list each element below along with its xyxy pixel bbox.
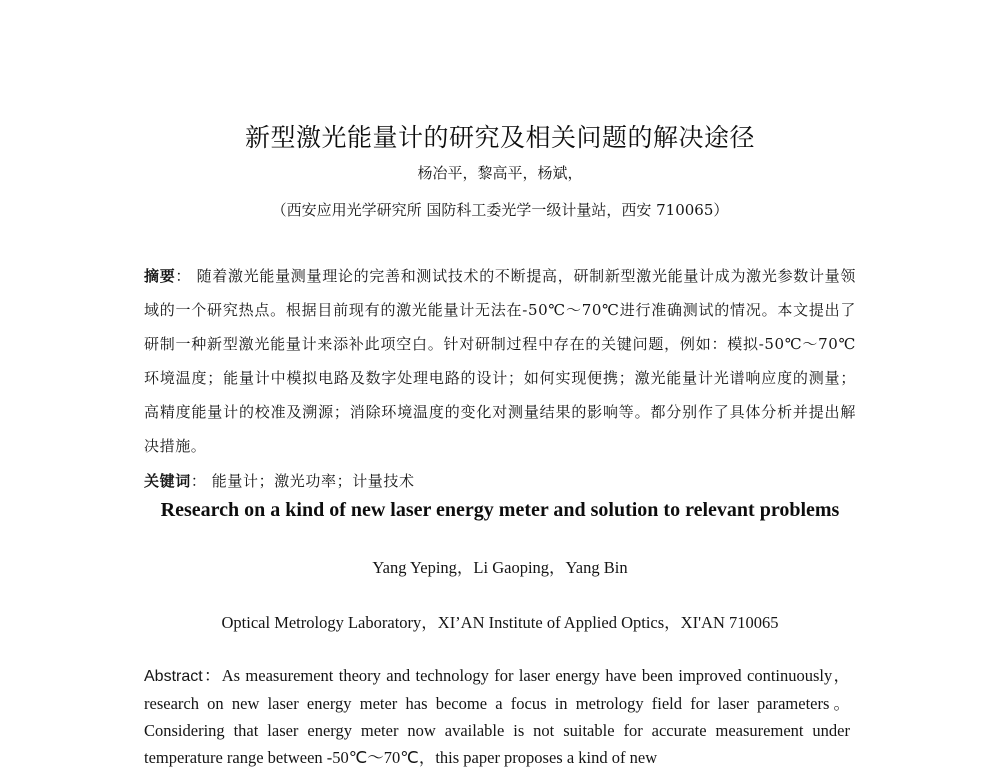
english-affiliation: Optical Metrology Laboratory，XI’AN Institute of Applied Optics，XI'AN 710065 bbox=[221, 613, 779, 632]
chinese-keywords bbox=[144, 470, 856, 491]
english-title: Research on a kind of new laser energy meter and solution to relevant problems bbox=[160, 499, 840, 521]
chinese-abstract-separator: ： bbox=[175, 267, 192, 285]
english-abstract bbox=[144, 662, 850, 771]
chinese-affiliation: （西安应用光学研究所 国防科工委光学一级计量站，西安 710065） bbox=[271, 201, 729, 219]
english-abstract-label: Abstract bbox=[144, 668, 203, 685]
chinese-abstract-text: 随着激光能量测量理论的完善和测试技术的不断提高，研制新型激光能量计成为激光参数计量领域的一个研究热点。根据目前现有的激光能量计无法在-50℃～70℃进行准确测试的情况。本文提出了研制一种新型激光能量计来添补此项空白。针对研制过程中存在的关键问题，例如：模拟-50℃～70℃环境温度；能量计中模拟电路及数字处理电路的设计；如何实现便携；激光能量计光谱响应度的测量；高精度能量计的校准及溯源；消除环境温度的变化对测量结果的影响等。都分别作了具体分析并提出解决措施。 bbox=[144, 267, 856, 455]
chinese-abstract-label: 摘要 bbox=[144, 267, 176, 285]
chinese-keywords-label: 关键词 bbox=[144, 472, 191, 490]
chinese-authors: 杨冶平，黎高平，杨斌， bbox=[417, 164, 583, 182]
english-abstract-separator: ： bbox=[202, 666, 222, 685]
chinese-title: 新型激光能量计的研究及相关问题的解决途径 bbox=[244, 123, 755, 152]
english-authors: Yang Yeping，Li Gaoping，Yang Bin bbox=[372, 558, 628, 577]
chinese-keywords-separator: ： bbox=[190, 472, 207, 490]
english-abstract-text: As measurement theory and technology for laser energy have been improved continuously，research on new laser energy meter has become a focus in metrology field for laser parameters。Considering that laser energy meter now available is not suitable for accurate measurement under temperature range between -50℃～70℃，this paper proposes a kind of new bbox=[144, 666, 850, 767]
chinese-keywords-text: 能量计；激光功率；计量技术 bbox=[206, 472, 415, 490]
chinese-abstract bbox=[144, 259, 856, 463]
